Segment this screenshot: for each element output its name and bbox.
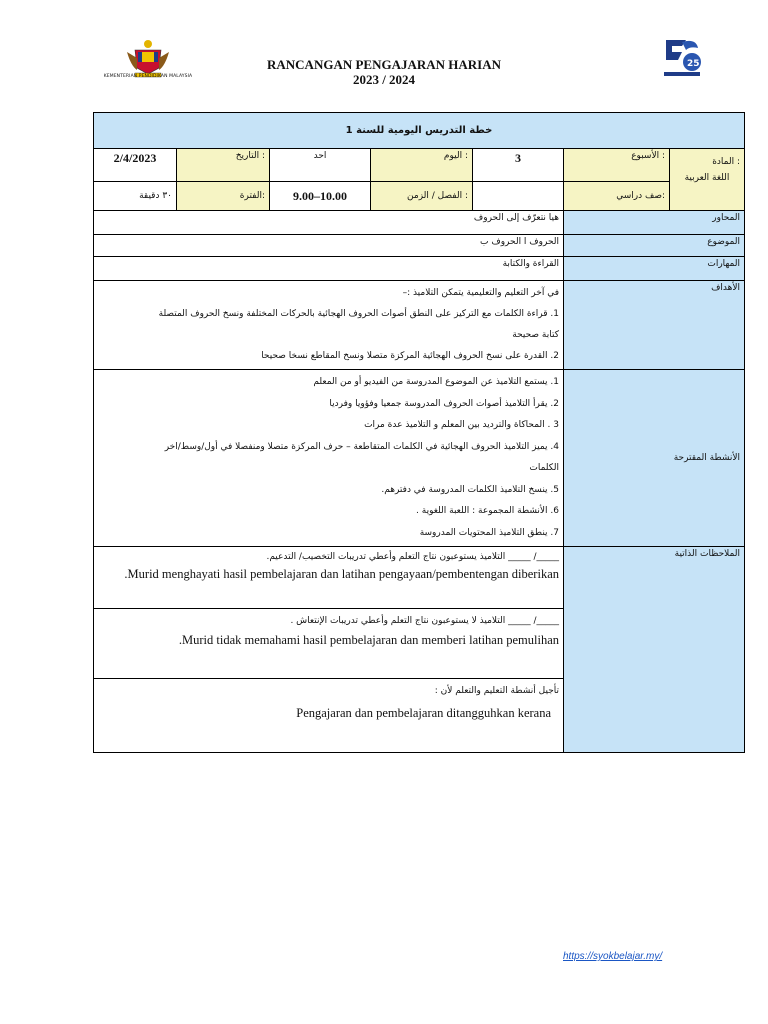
activity-item-2: 2. يقرأ التلاميذ أصوات الحروف المدروسة جمعيا وفؤويا وفرديا <box>329 398 559 409</box>
reflection-3 <box>94 679 564 753</box>
time-value: 9.00–10.00 <box>270 182 371 211</box>
time-label: : الفصل / الزمن <box>371 182 473 211</box>
anniversary-25-logo <box>660 36 704 80</box>
reflection-3-malay: Pengajaran dan pembelajaran ditangguhkan kerana <box>296 706 551 720</box>
lesson-plan-table <box>93 112 745 753</box>
reflection-1 <box>94 547 564 609</box>
activity-item-6: 6. الأنشطة المجموعة : اللعبة اللغوية . <box>416 506 559 516</box>
skills-label: المهارات <box>564 257 745 281</box>
skills-value: القراءة والكتابة <box>94 257 564 281</box>
date-label: : التاريخ <box>177 149 270 182</box>
activity-item-4-cont: الكلمات <box>529 463 559 473</box>
activity-item-7: 7. ينطق التلاميذ المحتويات المدروسة <box>419 527 559 538</box>
activity-item-4: 4. يميز التلاميذ الحروف الهجائية في الكلمات المتقاطعة – حرف المركزة متصلا ومنفصلا في أول/وسط/اخر <box>164 441 559 452</box>
activities-label: الأنشطة المقترحة <box>564 370 745 547</box>
reflection-2-malay: Murid tidak memahami hasil pembelajaran dan memberi latihan pemulihan. <box>178 633 559 647</box>
activity-item-3: 3 . المحاكاة والترديد بين المعلم و التلاميذ عدة مرات <box>364 420 559 430</box>
subject-cell <box>670 149 745 211</box>
subject-value: اللغة العربية <box>684 173 730 183</box>
class-label: :صف دراسي <box>564 182 670 211</box>
topic-value: الحروف ا الحروف ب <box>94 235 564 257</box>
day-label: : اليوم <box>371 149 473 182</box>
crest-icon <box>123 38 173 78</box>
duration-value: ٣٠ دقيقة <box>94 182 177 211</box>
theme-label: المحاور <box>564 211 745 235</box>
page-header <box>0 0 768 110</box>
title-block <box>200 57 568 87</box>
page-title: RANCANGAN PENGAJARAN HARIAN <box>267 57 501 72</box>
reflection-2 <box>94 609 564 679</box>
duration-label: :الفترة <box>177 182 270 211</box>
topic-label: الموضوع <box>564 235 745 257</box>
plan-heading: خطة التدريس اليومية للسنة 1 <box>94 113 745 149</box>
activity-item-1: 1. يستمع التلاميذ عن الموضوع المدروسة من الفيديو أو من المعلم <box>313 377 559 387</box>
class-value <box>473 182 564 211</box>
reflection-2-arabic: _____/ _____ التلاميذ لا يستوعبون نتاج التعلم وأعطي تدريبات الإنتعاش . <box>290 616 559 626</box>
week-value: 3 <box>473 149 564 182</box>
objective-intro: في آخر التعليم والتعليمية يتمكن التلاميذ :– <box>402 288 559 298</box>
objectives-list <box>94 281 564 370</box>
ministry-name: KEMENTERIAN PENDIDIKAN MALAYSIA <box>103 74 193 79</box>
anniversary-logo-icon <box>660 36 704 80</box>
subject-label: : المادة <box>712 157 740 167</box>
objective-item-1-cont: كتابة صحيحة <box>512 330 559 340</box>
day-value: احد <box>270 149 371 182</box>
objective-item-1: 1. قراءة الكلمات مع التركيز على النطق أصوات الحروف الهجائية بالحركات المختلفة ونسخ الحروف المتصلة <box>158 309 559 319</box>
reflection-label: الملاحظات الذاتية <box>564 547 745 753</box>
theme-value: هيا نتعرّف إلى الحروف <box>94 211 564 235</box>
source-link[interactable]: https://syokbelajar.my/ <box>563 951 663 962</box>
week-label: : الأسبوع <box>564 149 670 182</box>
objectives-label: الأهداف <box>564 281 745 370</box>
svg-text:25: 25 <box>687 59 700 69</box>
objective-item-2: 2. القدرة على نسخ الحروف الهجائية المركزة متصلا ونسخ المقاطع نسخا صحيحا <box>261 351 559 361</box>
reflection-1-malay: Murid menghayati hasil pembelajaran dan latihan pengayaan/pembentengan diberikan. <box>124 567 559 581</box>
reflection-1-arabic: _____/ _____ التلاميذ يستوعبون نتاج التعلم وأعطي تدريبات التخصيب/ التدعيم. <box>266 552 559 562</box>
date-value: 2/4/2023 <box>94 149 177 182</box>
activities-list <box>94 370 564 547</box>
academic-year: 2023 / 2024 <box>352 72 416 87</box>
activity-item-5: 5. ينسخ التلاميذ الكلمات المدروسة في دفترهم. <box>381 484 559 495</box>
reflection-3-arabic: تأجيل أنشطة التعليم والتعلم لأن : <box>434 686 559 696</box>
